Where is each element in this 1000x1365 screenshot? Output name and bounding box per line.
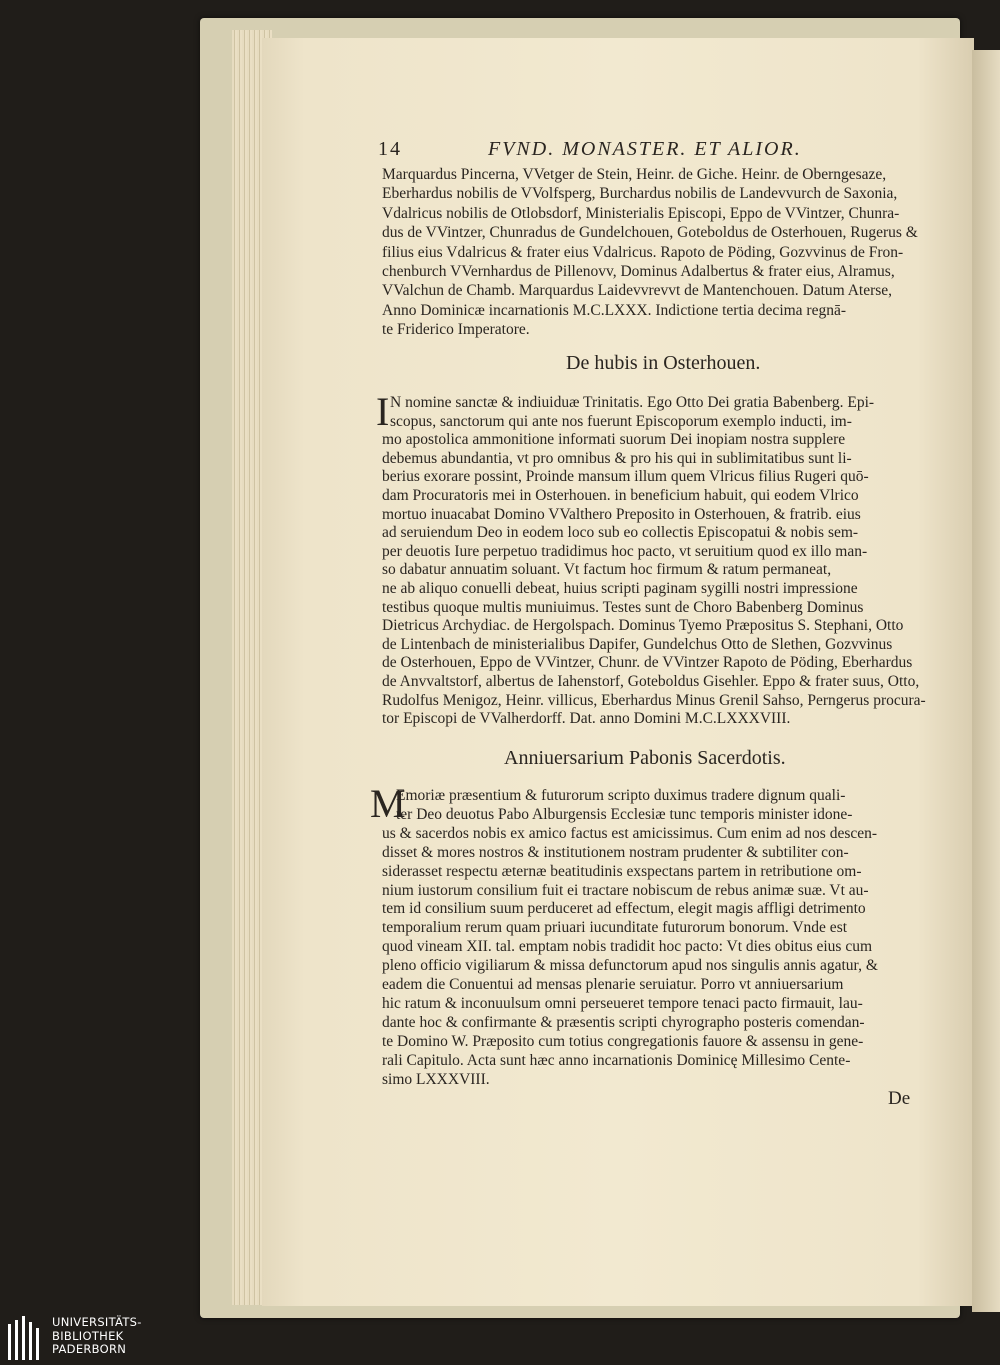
dropcap-i: I [376, 389, 390, 434]
text-line: dam Procuratoris mei in Osterhouen. in beneficium habuit, qui eodem Vlrico [382, 487, 859, 504]
text-line: simo LXXXVIII. [382, 1070, 490, 1088]
text-line: mortuo inuacabat Domino VValthero Preposito in Osterhouen, & fratrib. eius [382, 505, 861, 523]
text-line: temporalium rerum quam priuari iucunditate futurorum bonorum. Vnde est [382, 919, 848, 937]
text-line: disset & mores nostros & institutionem nostram prudenter & subtiliter con- [382, 843, 849, 861]
text-line: nium iustorum consilium fuit ei tractare nobiscum de rebus animæ suæ. Vt au- [382, 881, 869, 899]
running-title: FVND. MONASTER. ET ALIOR. [488, 138, 802, 160]
text-line: ne ab aliquo conuelli debeat, huius scripti paginam sygilli nostri impressione [382, 580, 858, 597]
text-line: Vdalricus nobilis de Otlobsdorf, Ministerialis Episcopi, Eppo de VVintzer, Chunra- [382, 204, 900, 222]
text-line: tem id consilium suum perduceret ad effectum, elegit magis affligi detrimento [382, 900, 866, 918]
text-line: te Friderico Imperatore. [382, 321, 530, 339]
logo-line-1: UNIVERSITÄTS- [52, 1315, 142, 1329]
text-line: dus de VVintzer, Chunradus de Gundelchouen, Goteboldus de Osterhouen, Rugerus & [382, 224, 918, 242]
text-line: Marquardus Pincerna, VVetger de Stein, Heinr. de Giche. Heinr. de Oberngesaze, [382, 166, 887, 183]
text-line: mo apostolica ammonitione informati suorum Dei inopiam nostra supplere [382, 431, 846, 449]
text-line: Anno Dominicæ incarnationis M.C.LXXX. Indictione tertia decima regnā- [382, 301, 847, 319]
text-line: hic ratum & inconuulsum omni perseueret tempore tenaci pacto firmauit, lau- [382, 994, 863, 1012]
text-line: ter Deo deuotus Pabo Alburgensis Ecclesiæ tunc temporis minister idone- [396, 805, 853, 823]
text-line: scopus, sanctorum qui ante nos fuerunt Episcoporum exemplo inducti, im- [390, 412, 852, 430]
library-logo-icon [6, 1314, 44, 1362]
text-line: tor Episcopi de VValherdorff. Dat. anno Domini M.C.LXXXVIII. [382, 710, 791, 728]
text-line: berius exorare possint, Proinde mansum illum quem Vlricus filius Rugeri quō- [382, 468, 869, 486]
text-line: chenburch VVernhardus de Pillenovv, Dominus Adalbertus & frater eius, Alramus, [382, 263, 895, 280]
text-line: per deuotis Iure perpetuo tradidimus hoc pacto, vt seruitium quod ex illo man- [382, 542, 868, 560]
catchword: De [888, 1088, 911, 1109]
facing-page-edge [972, 50, 1000, 1312]
logo-line-2: BIBLIOTHEK [52, 1328, 124, 1343]
text-line: so dabatur annuatim soluant. Vt factum hoc firmum & ratum permaneat, [382, 561, 832, 579]
heading-de-hubis: De hubis in Osterhouen. [566, 352, 761, 374]
text-line: ad seruiendum Deo in eodem loco sub eo collectis Episcopatui & nobis sem- [382, 524, 859, 542]
text-line: debemus abundantia, vt pro omnibus & pro his qui in sublimitatibus sunt li- [382, 449, 852, 467]
library-logo [0, 1308, 200, 1365]
heading-anniuersarium: Anniuersarium Pabonis Sacerdotis. [504, 747, 786, 769]
library-logo-text [52, 1316, 142, 1357]
text-line: filius eius Vdalricus & frater eius Vdalricus. Rapoto de Pöding, Gozvvinus de Fron- [382, 243, 904, 261]
dropcap-m: M [370, 781, 406, 826]
text-line: te Domino W. Præposito cum totius congregationis fauore & assensu in gene- [382, 1032, 864, 1050]
text-line: N nomine sanctæ & indiuiduæ Trinitatis. Ego Otto Dei gratia Babenberg. Epi- [390, 394, 875, 411]
text-line: testibus quoque multis muniuimus. Testes sunt de Choro Babenberg Dominus [382, 598, 864, 616]
text-line: pleno officio vigiliarum & missa defunctorum apud nos singulis annis agatur, & [382, 957, 878, 975]
text-line: de Anvvaltstorf, albertus de Iahenstorf, Goteboldus Gisehler. Eppo & frater suus, Otto, [382, 673, 920, 690]
text-line: VValchun de Chamb. Marquardus Laidevvrevvt de Mantenchouen. Datum Aterse, [382, 282, 893, 300]
text-line: siderasset respectu æternæ beatitudinis exspectans partem in retributione om- [382, 862, 862, 880]
text-line: Eberhardus nobilis de VVolfsperg, Burchardus nobilis de Landevvurch de Saxonia, [382, 185, 898, 203]
logo-line-3: PADERBORN [52, 1342, 127, 1356]
text-line: Dietricus Archydiac. de Hergolspach. Dominus Tyemo Præpositus S. Stephani, Otto [382, 617, 904, 635]
text-line: Emoriæ præsentium & futurorum scripto duximus tradere dignum quali- [396, 787, 846, 804]
running-head [378, 138, 802, 161]
text-line: de Lintenbach de ministerialibus Dapifer, Gundelchus Otto de Slethen, Gozvvinus [382, 635, 893, 653]
text-line: dante hoc & confirmante & præsentis scripti chyrographo posteris comendan- [382, 1013, 865, 1031]
text-line: de Osterhouen, Eppo de VVintzer, Chunr. de VVintzer Rapoto de Pöding, Eberhardus [382, 654, 913, 672]
text-line: rali Capitulo. Acta sunt hæc anno incarnationis Dominicę Millesimo Cente- [382, 1051, 851, 1069]
page-number: 14 [378, 138, 402, 160]
text-line: Rudolfus Menigoz, Heinr. villicus, Eberhardus Minus Grenil Sahso, Perngerus procura- [382, 691, 926, 709]
text-line: quod vineam XII. tal. emptam nobis tradidit hoc pacto: Vt dies obitus eius cum [382, 938, 873, 956]
text-line: us & sacerdos nobis ex amico factus est amicissimus. Cum enim ad nos descen- [382, 824, 878, 842]
text-line: eadem die Conuentui ad mensas plenarie seruiatur. Porro vt anniuersarium [382, 976, 844, 993]
